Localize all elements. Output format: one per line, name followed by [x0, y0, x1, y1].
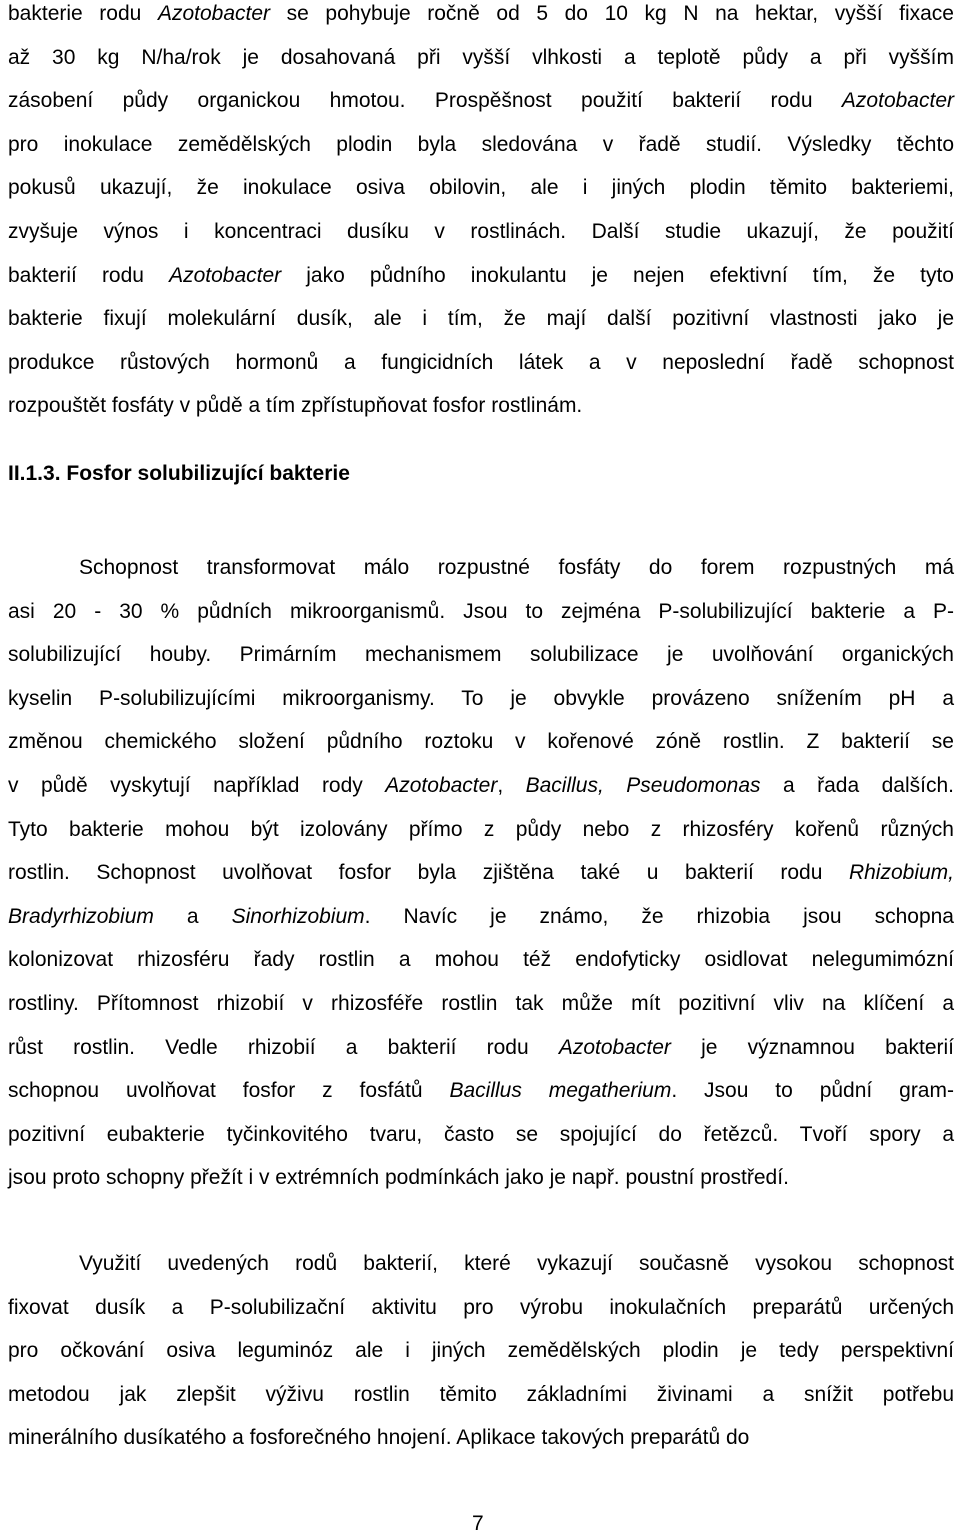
text-run: pokusů ukazují, že inokulace osiva obilovin, ale i jiných plodin těmito bakteriemi, [8, 176, 954, 200]
text-line [8, 36, 954, 80]
text-run: až 30 kg N/ha/rok je dosahovaná při vyšší vlhkosti a teplotě půdy a při vyšším [8, 45, 954, 69]
italic-term: Sinorhizobium [231, 904, 365, 928]
text-line [8, 210, 954, 254]
text-line [8, 1156, 954, 1200]
italic-term: Bacillus megatherium [449, 1079, 672, 1103]
text-line [8, 808, 954, 852]
italic-term: Bradyrhizobium [8, 904, 154, 928]
text-line [8, 166, 954, 210]
text-run: a řada dalších. [760, 773, 954, 797]
text-line [8, 764, 954, 808]
text-run: růst rostlin. Vedle rhizobií a bakterií rodu [8, 1035, 559, 1059]
text-line [8, 123, 954, 167]
text-run: schopnou uvolňovat fosfor z fosfátů [8, 1079, 450, 1103]
text-line [8, 341, 954, 385]
text-line [8, 895, 954, 939]
text-run: změnou chemického složení půdního roztoku v kořenové zóně rostlin. Z bakterií se [8, 730, 954, 754]
text-run: asi 20 - 30 % půdních mikroorganismů. Jsou to zejména P-solubilizující bakterie a P- [8, 599, 954, 623]
italic-term: Azotobacter [385, 773, 498, 797]
text-line [8, 851, 954, 895]
text-run: zvyšuje výnos i koncentraci dusíku v rostlinách. Další studie ukazují, že použití [8, 219, 954, 243]
text-run: produkce růstových hormonů a fungicidních látek a v neposlední řadě schopnost [8, 350, 954, 374]
text-line [8, 1373, 954, 1417]
italic-term: Rhizobium, [848, 861, 954, 885]
italic-term: Azotobacter [169, 263, 282, 287]
paragraph-azotobacter [8, 0, 954, 428]
text-run: pro inokulace zemědělských plodin byla sledována v řadě studií. Výsledky těchto [8, 132, 954, 156]
text-line [8, 79, 954, 123]
text-line [8, 590, 954, 634]
text-line [8, 938, 954, 982]
text-run: solubilizující houby. Primárním mechanismem solubilizace je uvolňování organických [8, 643, 954, 667]
text-run: je významnou bakterií [670, 1035, 954, 1059]
text-run: bakterie rodu [8, 2, 158, 25]
text-run: zásobení půdy organickou hmotou. Prospěšnost použití bakterií rodu [8, 89, 842, 113]
text-line [8, 1026, 954, 1070]
text-run: pro očkování osiva leguminóz ale i jiných zemědělských plodin je tedy perspektivní [8, 1339, 954, 1363]
text-line [8, 1242, 954, 1286]
text-line [8, 1329, 954, 1373]
text-run: Schopnost transformovat málo rozpustné fosfáty do forem rozpustných má [79, 556, 954, 579]
text-line [8, 1416, 954, 1460]
italic-term: Bacillus, Pseudomonas [525, 773, 761, 797]
italic-term: Azotobacter [558, 1035, 671, 1059]
italic-term: Azotobacter [157, 2, 271, 25]
text-line [8, 982, 954, 1026]
text-run: minerálního dusíkatého a fosforečného hnojení. Aplikace takových preparátů do [8, 1426, 750, 1450]
text-line [8, 254, 954, 298]
text-line [8, 633, 954, 677]
text-line [8, 1113, 954, 1157]
paragraph-phosphorus-bacteria [8, 546, 954, 1200]
text-run: se pohybuje ročně od 5 do 10 kg N na hektar, vyšší fixace [270, 2, 954, 25]
text-run: Využití uvedených rodů bakterií, které vykazují současně vysokou schopnost [79, 1252, 954, 1275]
text-run: rostlin. Schopnost uvolňovat fosfor byla zjištěna také u bakterií rodu [8, 861, 849, 885]
text-line [8, 677, 954, 721]
text-line [8, 297, 954, 341]
text-line [8, 384, 954, 428]
text-run: metodou jak zlepšit výživu rostlin těmito základními živinami a snížit potřebu [8, 1382, 954, 1406]
text-line [8, 720, 954, 764]
text-run: bakterií rodu [8, 263, 170, 287]
text-run: . Navíc je známo, že rhizobia jsou schopna [364, 904, 954, 928]
text-line [8, 1069, 954, 1113]
text-line [8, 0, 954, 36]
page-number: 7 [472, 1512, 484, 1535]
text-run: jako půdního inokulantu je nejen efektivní tím, že tyto [281, 263, 954, 287]
text-run: rostliny. Přítomnost rhizobií v rhizosféře rostlin tak může mít pozitivní vliv na klíčení a [8, 991, 954, 1015]
italic-term: Azotobacter [841, 89, 954, 113]
text-run: a [153, 904, 232, 928]
text-run: rozpouštět fosfáty v půdě a tím zpřístupňovat fosfor rostlinám. [8, 394, 583, 418]
text-run: kyselin P-solubilizujícími mikroorganismy. To je obvykle provázeno snížením pH a [8, 686, 954, 710]
section-heading: II.1.3. Fosfor solubilizující bakterie [8, 462, 350, 485]
text-run: bakterie fixují molekulární dusík, ale i tím, že mají další pozitivní vlastnosti jako je [8, 307, 954, 331]
text-run: jsou proto schopny přežít i v extrémních podmínkách jako je např. poustní prostředí. [8, 1166, 789, 1190]
text-line [8, 546, 954, 590]
text-line [8, 1286, 954, 1330]
text-run: fixovat dusík a P-solubilizační aktivitu pro výrobu inokulačních preparátů určených [8, 1295, 954, 1319]
text-run: . Jsou to půdní gram- [671, 1079, 954, 1103]
text-run: v půdě vyskytují například rody [8, 773, 386, 797]
text-run: pozitivní eubakterie tyčinkovitého tvaru, často se spojující do řetězců. Tvoří spory a [8, 1122, 954, 1146]
text-run: , [497, 773, 526, 797]
text-run: Tyto bakterie mohou být izolovány přímo z půdy nebo z rhizosféry kořenů různých [8, 817, 954, 841]
text-run: kolonizovat rhizosféru řady rostlin a mohou též endofyticky osidlovat nelegumimózní [8, 948, 954, 972]
paragraph-inoculation [8, 1242, 954, 1460]
